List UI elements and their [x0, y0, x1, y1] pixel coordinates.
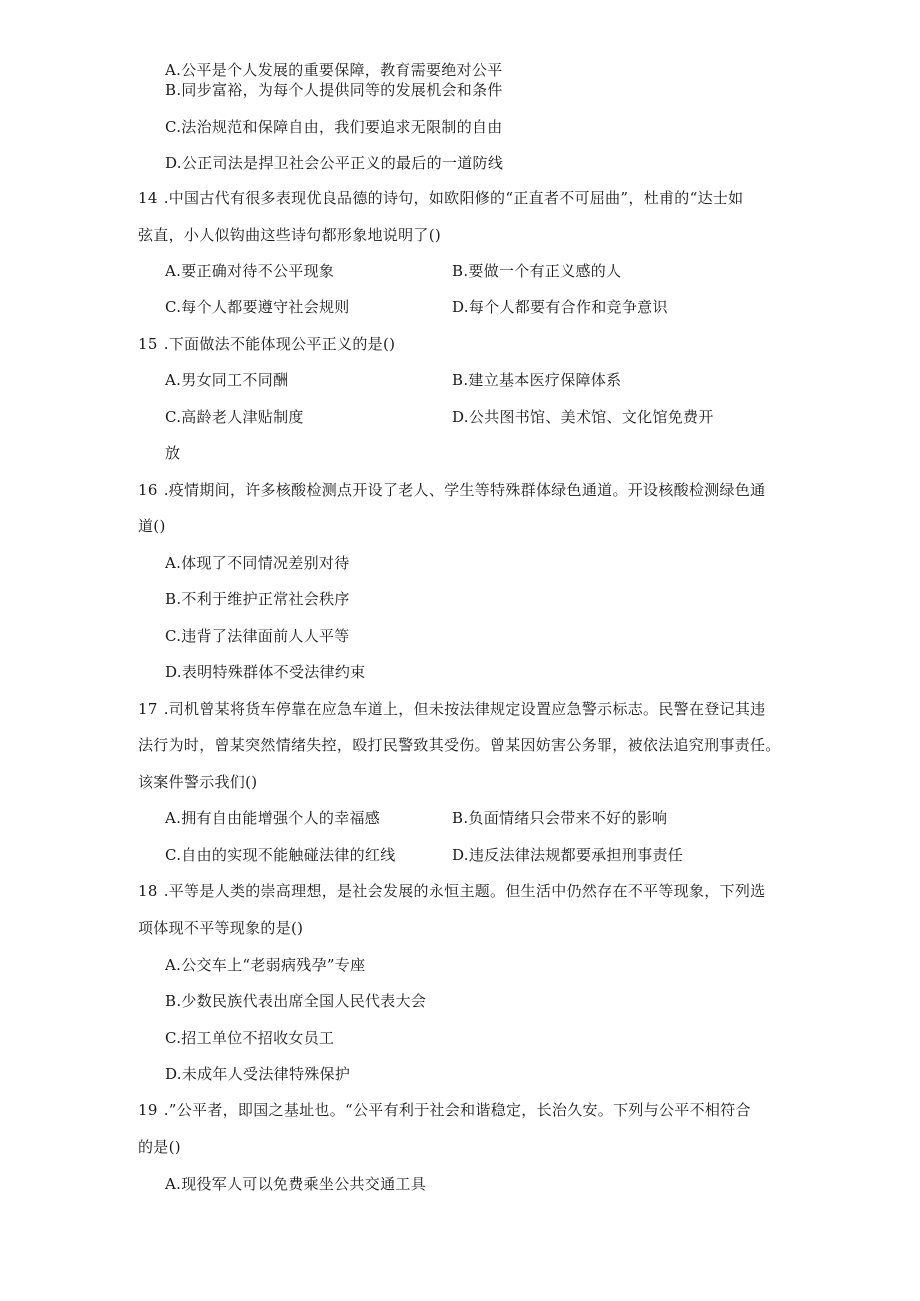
q17-option-b: B.负面情绪只会带来不好的影响: [452, 809, 668, 827]
q15-option-d-continued: 放: [165, 444, 181, 462]
q18-option-a: A.公交车上“老弱病残孕”专座: [165, 956, 366, 974]
q14-option-c: C.每个人都要遵守社会规则: [165, 298, 350, 316]
q13-option-b: B.同步富裕，为每个人提供同等的发展机会和条件: [165, 81, 503, 99]
q17-option-d: D.违反法律法规都要承担刑事责任: [452, 846, 684, 864]
q15-option-b: B.建立基本医疗保障体系: [452, 371, 622, 389]
q19-option-a: A.现役军人可以免费乘坐公共交通工具: [165, 1175, 427, 1193]
q18-stem-text: .平等是人类的崇高理想，是社会发展的永恒主题。但生活中仍然存在不平等现象，下列选: [163, 882, 766, 900]
q15-stem-line1: [138, 334, 395, 354]
q16-option-b: B.不利于维护正常社会秩序: [165, 590, 350, 608]
q16-stem-line1: [138, 480, 765, 500]
q15-number: 15: [138, 335, 158, 353]
q14-option-a: A.要正确对待不公平现象: [165, 262, 335, 280]
q15-stem-text: .下面做法不能体现公平正义的是(): [163, 335, 396, 353]
q14-option-b: B.要做一个有正义感的人: [452, 262, 622, 280]
q17-stem-line2: 法行为时，曾某突然情绪失控，殴打民警致其受伤。曾某因妨害公务罪，被依法追究刑事责任。: [138, 736, 781, 754]
q14-stem-line1: [138, 188, 743, 208]
q13-option-d: D.公正司法是捍卫社会公平正义的最后的一道防线: [165, 154, 504, 172]
q18-option-c: C.招工单位不招收女员工: [165, 1029, 335, 1047]
q16-number: 16: [138, 481, 158, 499]
q18-number: 18: [138, 882, 158, 900]
q16-option-c: C.违背了法律面前人人平等: [165, 627, 350, 645]
q17-number: 17: [138, 700, 158, 718]
q19-stem-text: .”公平者，即国之基址也。“公平有利于社会和谐稳定，长治久安。下列与公平不相符合: [163, 1101, 751, 1119]
q17-stem-line1: [138, 699, 765, 719]
q15-option-a: A.男女同工不同酬: [165, 371, 289, 389]
q18-option-b: B.少数民族代表出席全国人民代表大会: [165, 992, 427, 1010]
q18-option-d: D.未成年人受法律特殊保护: [165, 1065, 351, 1083]
q14-stem-line2: 弦直，小人似钩曲这些诗句都形象地说明了(): [138, 226, 442, 244]
q17-option-c: C.自由的实现不能触碰法律的红线: [165, 846, 396, 864]
q16-stem-text: .疫情期间，许多核酸检测点开设了老人、学生等特殊群体绿色通道。开设核酸检测绿色通: [163, 481, 766, 499]
q18-stem-line1: [138, 881, 765, 901]
q19-stem-line2: 的是(): [138, 1138, 181, 1156]
q16-option-d: D.表明特殊群体不受法律约束: [165, 663, 366, 681]
q14-stem-text: .中国古代有很多表现优良品德的诗句，如欧阳修的“正直者不可屈曲”，杜甫的“达士如: [163, 189, 744, 207]
q18-stem-line2: 项体现不平等现象的是(): [138, 919, 304, 937]
q14-number: 14: [138, 189, 158, 207]
q13-option-a: A.公平是个人发展的重要保障，教育需要绝对公平: [165, 61, 503, 79]
q14-option-d: D.每个人都要有合作和竞争意识: [452, 298, 668, 316]
q13-option-c: C.法治规范和保障自由，我们要追求无限制的自由: [165, 118, 503, 136]
q15-option-d: D.公共图书馆、美术馆、文化馆免费开: [452, 408, 714, 426]
q16-option-a: A.体现了不同情况差别对待: [165, 554, 350, 572]
q17-stem-text: .司机曾某将货车停靠在应急车道上，但未按法律规定设置应急警示标志。民警在登记其违: [163, 700, 766, 718]
q15-option-c: C.高龄老人津贴制度: [165, 408, 304, 426]
q17-stem-line3: 该案件警示我们(): [138, 773, 258, 791]
q19-stem-line1: [138, 1100, 751, 1120]
q16-stem-line2: 道(): [138, 517, 166, 535]
q17-option-a: A.拥有自由能增强个人的幸福感: [165, 809, 381, 827]
q19-number: 19: [138, 1101, 158, 1119]
